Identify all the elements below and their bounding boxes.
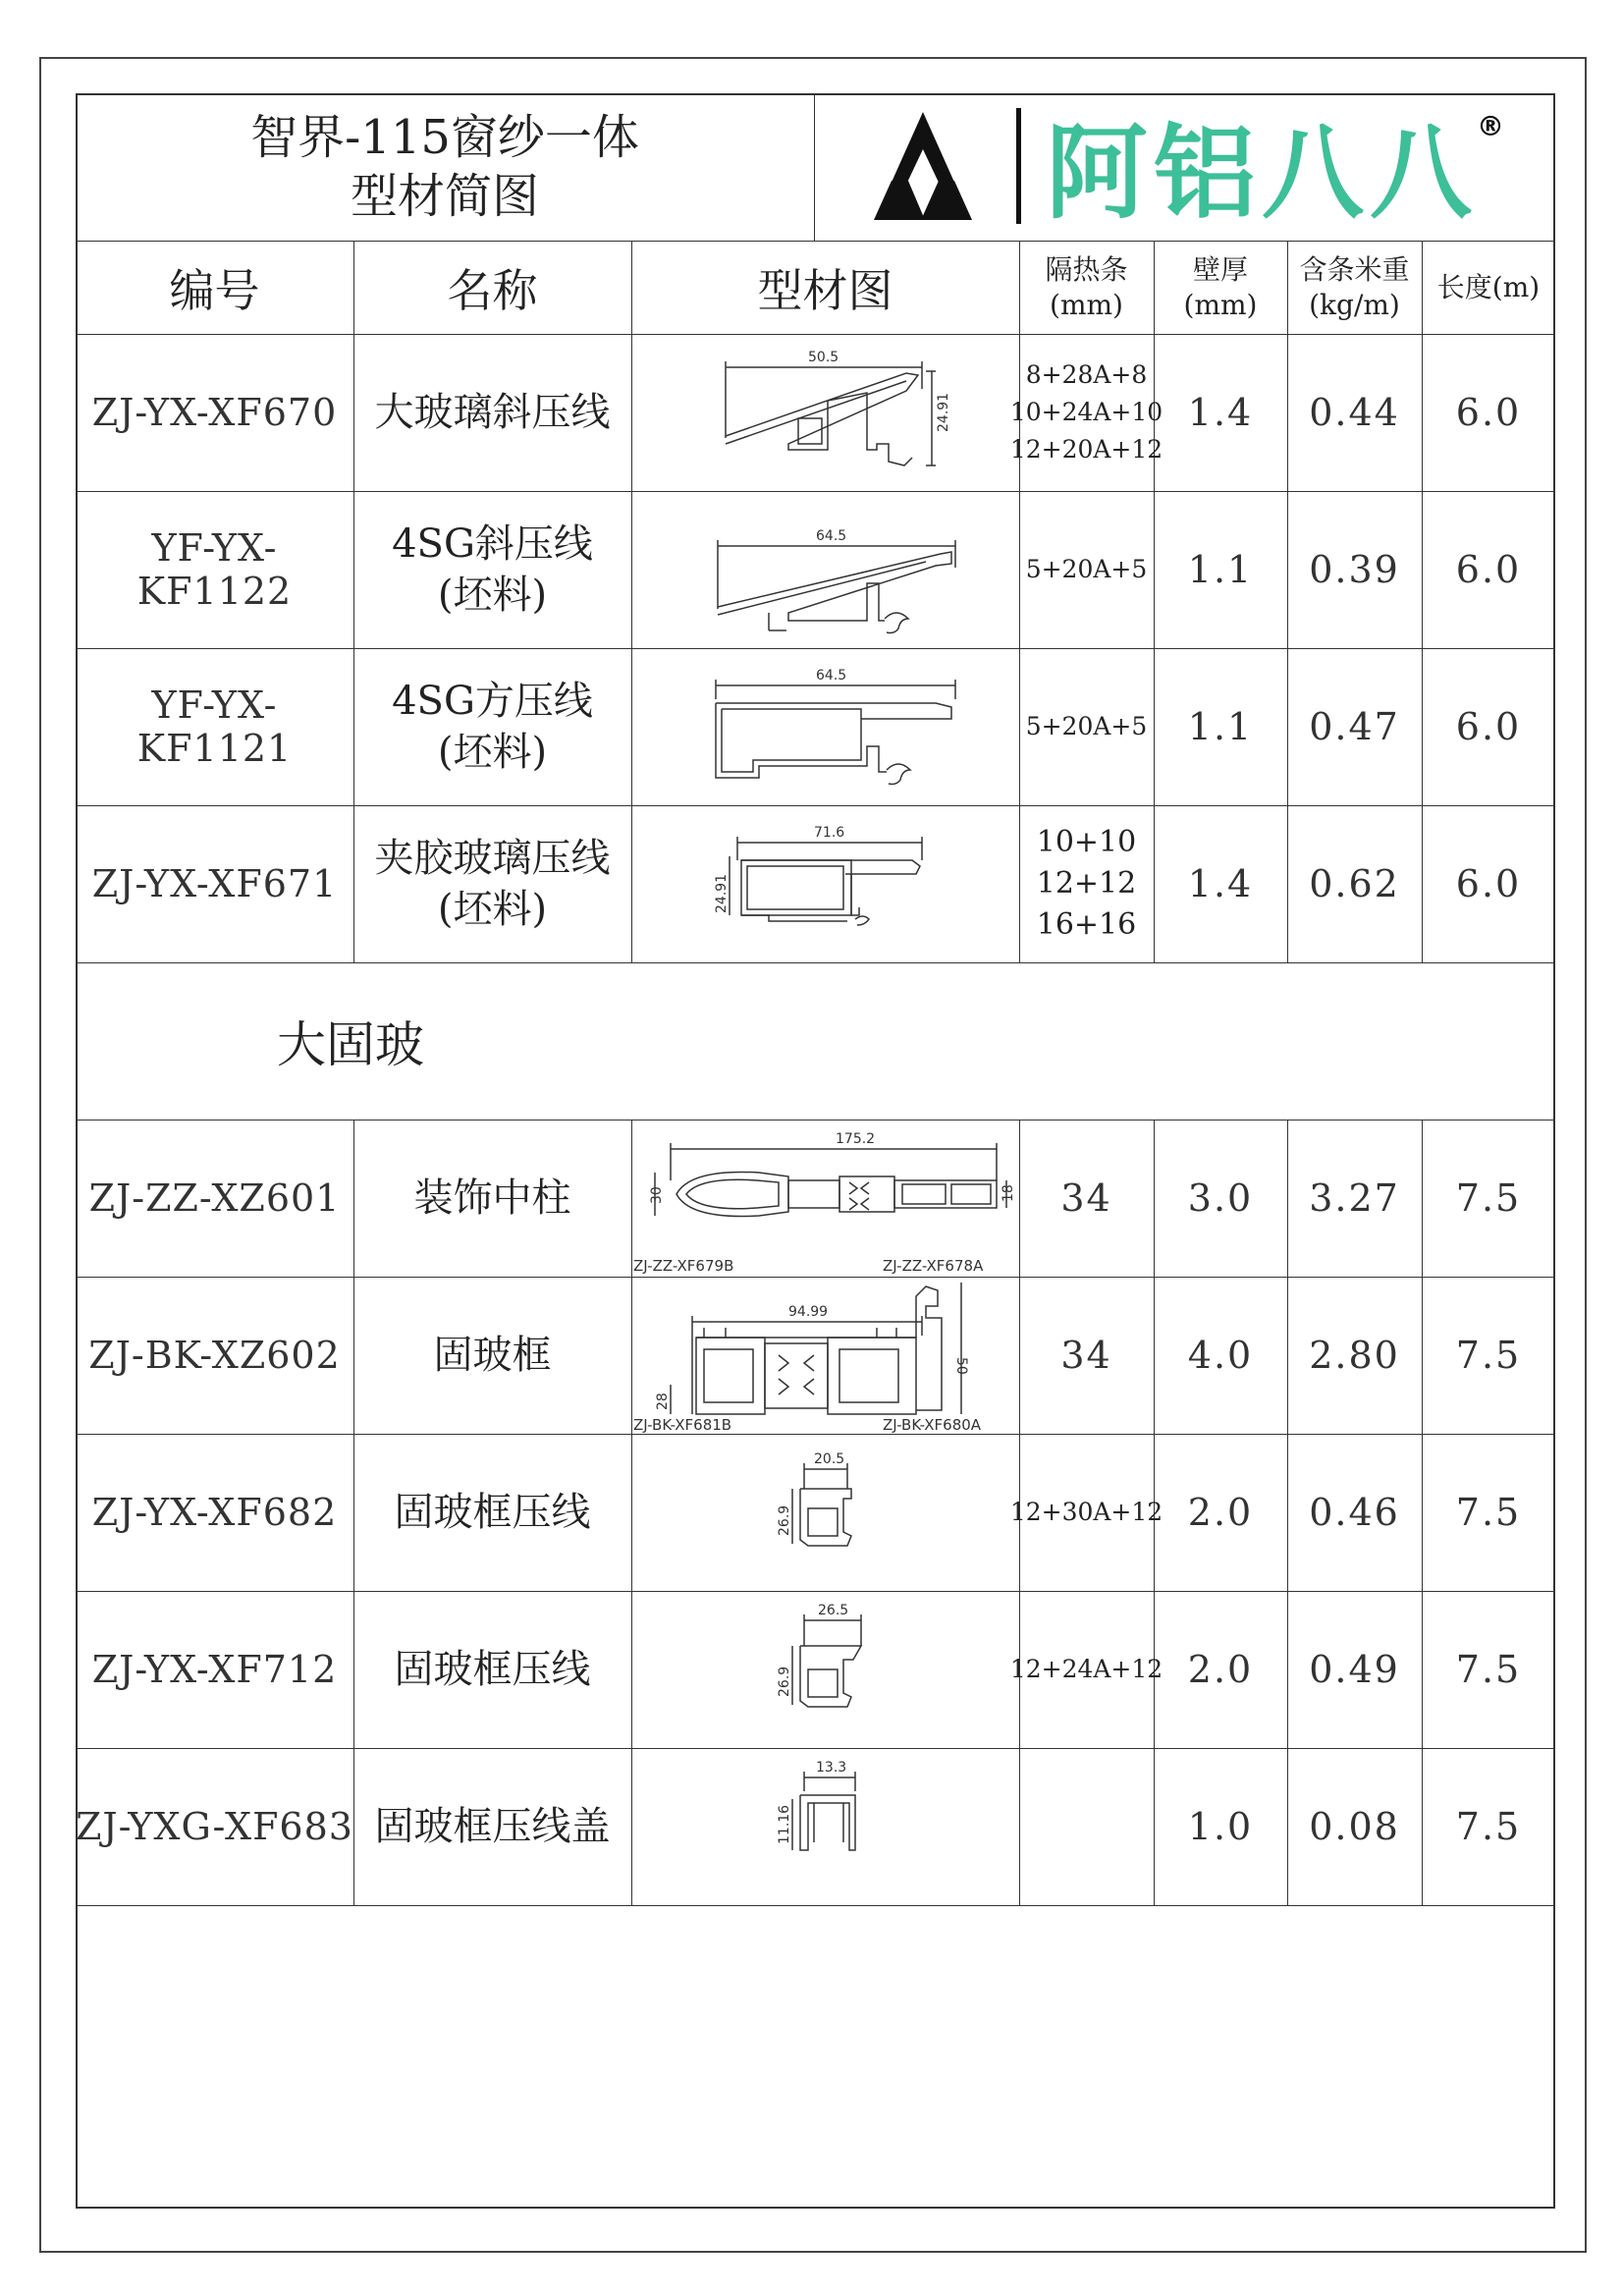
dimension-width: 64.5 xyxy=(816,528,847,544)
table-row-length: 7.5 xyxy=(1455,1805,1522,1848)
table-row-name xyxy=(353,648,631,805)
table-row-name xyxy=(353,805,631,962)
table-row-name xyxy=(353,491,631,648)
part-caption-left: ZJ-BK-XF681B xyxy=(633,1416,732,1434)
table-row-code: YF-YX-KF1122 xyxy=(136,526,293,613)
table-row-length: 7.5 xyxy=(1455,1176,1522,1220)
spec-line: 34 xyxy=(1060,1176,1112,1220)
table-row-spec xyxy=(1009,334,1163,491)
part-caption-right: ZJ-BK-XF680A xyxy=(883,1416,982,1434)
table-row-length: 7.5 xyxy=(1455,1648,1522,1691)
column-header-drawing: 型材图 xyxy=(757,263,893,317)
table-row-wall: 2.0 xyxy=(1187,1491,1254,1534)
table-row-name xyxy=(353,1277,631,1434)
table-row-weight: 3.27 xyxy=(1309,1176,1400,1220)
table-row-spec xyxy=(1009,1591,1163,1748)
table-row-code: ZJ-ZZ-XZ601 xyxy=(88,1176,341,1220)
brand-name: 阿铝八八 xyxy=(1046,113,1479,233)
weight-unit: (kg/m) xyxy=(1309,288,1400,321)
thermal-strip-unit: (mm) xyxy=(1050,288,1123,321)
dimension-width: 13.3 xyxy=(816,1760,847,1776)
table-row-length: 6.0 xyxy=(1455,705,1522,748)
table-row-wall: 3.0 xyxy=(1187,1176,1254,1220)
dimension-height-right: 50 xyxy=(953,1357,969,1375)
brand-logo xyxy=(854,98,1542,236)
thermal-strip-label: 隔热条 xyxy=(1045,252,1128,286)
table-row-wall: 1.4 xyxy=(1187,391,1254,434)
column-header-length: 长度(m) xyxy=(1436,270,1541,303)
weight-label: 含条米重 xyxy=(1299,252,1410,286)
dimension-width: 20.5 xyxy=(814,1451,845,1467)
table-row-spec xyxy=(1019,1120,1154,1277)
table-row-code: ZJ-YXG-XF683 xyxy=(76,1805,353,1848)
table-row-code: ZJ-YX-XF712 xyxy=(91,1648,338,1691)
name-line: 4SG斜压线 xyxy=(392,521,593,567)
table-row-code: ZJ-YX-XF670 xyxy=(91,391,338,434)
dimension-height: 30 xyxy=(649,1186,665,1204)
name-line: 固玻框 xyxy=(433,1333,552,1378)
profile-drawing xyxy=(631,805,1019,962)
section-title: 大固玻 xyxy=(277,1016,424,1073)
table-row-wall: 1.0 xyxy=(1187,1805,1254,1848)
dimension-width: 50.5 xyxy=(808,350,839,365)
table-row-code: YF-YX-KF1121 xyxy=(136,683,293,770)
dimension-width: 175.2 xyxy=(836,1131,876,1147)
profile-drawing xyxy=(631,1748,1019,1905)
table-row-code: ZJ-YX-XF682 xyxy=(91,1491,338,1534)
table-row-spec xyxy=(1009,1434,1163,1591)
dimension-height: 26.9 xyxy=(777,1666,792,1697)
spec-line: 5+20A+5 xyxy=(1025,555,1148,583)
table-row-wall: 1.1 xyxy=(1187,548,1254,591)
table-row-weight: 0.39 xyxy=(1309,548,1400,591)
name-line: (坯料) xyxy=(437,887,548,932)
profile-drawing xyxy=(631,1434,1019,1591)
dimension-height-left: 28 xyxy=(655,1393,671,1410)
profile-drawing xyxy=(631,1277,1019,1434)
registered-mark: ® xyxy=(1477,110,1504,142)
dimension-width: 94.99 xyxy=(788,1304,829,1320)
table-row-length: 6.0 xyxy=(1455,862,1522,905)
table-row-code: ZJ-BK-XZ602 xyxy=(88,1334,341,1377)
dimension-height: 24.91 xyxy=(714,873,730,913)
table-row-length: 7.5 xyxy=(1455,1491,1522,1534)
name-line: 4SG方压线 xyxy=(392,679,593,724)
table-row-weight: 0.62 xyxy=(1309,862,1400,905)
dimension-width: 26.5 xyxy=(818,1603,849,1618)
spec-line: 12+20A+12 xyxy=(1009,435,1163,464)
name-line: 固玻框压线盖 xyxy=(374,1804,611,1849)
dimension-height: 26.9 xyxy=(777,1504,792,1536)
table-row-name xyxy=(353,1591,631,1748)
spec-line: 10+10 xyxy=(1036,825,1137,859)
wall-label: 壁厚 xyxy=(1192,252,1248,286)
spec-line: 8+28A+8 xyxy=(1025,360,1148,389)
dimension-height: 24.91 xyxy=(936,392,951,432)
table-row-name xyxy=(353,1748,631,1905)
table-row-wall: 4.0 xyxy=(1187,1334,1254,1377)
name-line: (坯料) xyxy=(437,573,548,618)
table-row-length: 6.0 xyxy=(1455,391,1522,434)
table-row-spec xyxy=(1019,1277,1154,1434)
dimension-height: 11.16 xyxy=(777,1804,792,1844)
column-header-weight xyxy=(1287,241,1422,334)
logo-mark-icon xyxy=(874,112,972,220)
name-line: 大玻璃斜压线 xyxy=(374,390,611,435)
spec-line: 16+16 xyxy=(1036,907,1137,942)
dimension-width: 71.6 xyxy=(814,825,845,841)
spec-line: 5+20A+5 xyxy=(1025,712,1148,740)
column-header-name: 名称 xyxy=(447,263,538,317)
table-row-length: 7.5 xyxy=(1455,1334,1522,1377)
document-title xyxy=(76,98,814,236)
profile-drawing xyxy=(631,491,1019,648)
column-header-thermal-strip xyxy=(1019,241,1154,334)
wall-unit: (mm) xyxy=(1183,288,1258,321)
rule-r9 xyxy=(76,1905,1555,1906)
spec-line: 34 xyxy=(1060,1334,1112,1377)
name-line: 夹胶玻璃压线 xyxy=(374,836,611,881)
table-row-code: ZJ-YX-XF671 xyxy=(91,862,338,905)
profile-drawing xyxy=(631,1120,1019,1277)
title-line-1: 智界-115窗纱一体 xyxy=(250,110,639,165)
dimension-width: 64.5 xyxy=(816,668,847,683)
dimension-height-right: 18 xyxy=(1001,1184,1016,1202)
table-row-weight: 0.08 xyxy=(1309,1805,1400,1848)
table-row-wall: 1.1 xyxy=(1187,705,1254,748)
table-row-spec xyxy=(1019,648,1154,805)
table-row-weight: 0.47 xyxy=(1309,705,1400,748)
name-line: 固玻框压线 xyxy=(394,1490,591,1535)
spec-line: 12+30A+12 xyxy=(1009,1498,1163,1526)
spec-line: 12+12 xyxy=(1036,866,1137,901)
column-header-code: 编号 xyxy=(169,263,260,317)
table-row-weight: 0.44 xyxy=(1309,391,1400,434)
table-row-name xyxy=(353,1120,631,1277)
name-line: 固玻框压线 xyxy=(394,1647,591,1692)
profile-drawing xyxy=(631,1591,1019,1748)
profile-drawing xyxy=(631,334,1019,491)
part-caption-left: ZJ-ZZ-XF679B xyxy=(633,1257,734,1275)
table-row-spec xyxy=(1019,805,1154,962)
table-row-spec xyxy=(1019,491,1154,648)
name-line: (坯料) xyxy=(437,730,548,775)
table-row-length: 6.0 xyxy=(1455,548,1522,591)
title-line-2: 型材简图 xyxy=(350,169,539,224)
table-row-spec xyxy=(1019,1748,1154,1905)
spec-line: 10+24A+10 xyxy=(1009,398,1163,426)
column-header-wall xyxy=(1154,241,1287,334)
table-row-weight: 2.80 xyxy=(1309,1334,1400,1377)
spec-line: 12+24A+12 xyxy=(1009,1655,1163,1683)
table-row-weight: 0.46 xyxy=(1309,1491,1400,1534)
table-row-wall: 2.0 xyxy=(1187,1648,1254,1691)
name-line: 装饰中柱 xyxy=(413,1175,571,1221)
table-row-name xyxy=(353,334,631,491)
table-row-name xyxy=(353,1434,631,1591)
part-caption-right: ZJ-ZZ-XF678A xyxy=(883,1257,984,1275)
profile-drawing xyxy=(631,648,1019,805)
table-row-wall: 1.4 xyxy=(1187,862,1254,905)
header-divider xyxy=(814,93,815,241)
table-row-weight: 0.49 xyxy=(1309,1648,1400,1691)
